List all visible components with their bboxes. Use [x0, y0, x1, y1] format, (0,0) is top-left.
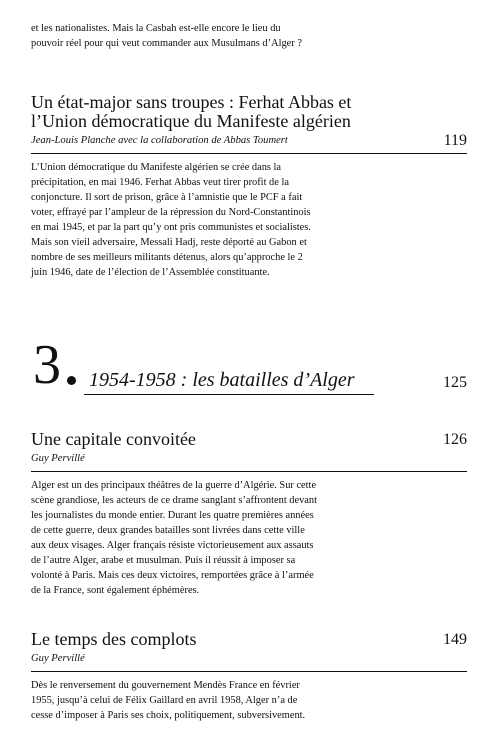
entry-rule	[31, 153, 467, 154]
toc-entry-capitale	[31, 430, 467, 598]
entry-author: Jean-Louis Planche avec la collaboration de Abbas Toumert	[31, 135, 288, 146]
chapter-dot-icon	[67, 376, 76, 385]
entry-author: Guy Pervillé	[31, 653, 85, 664]
toc-entry-ferhat-abbas	[31, 93, 467, 280]
chapter-heading	[31, 334, 467, 397]
entry-abstract: L’Union démocratique du Manifeste algérien se crée dans la précipitation, en mai 1946. Ferhat Abbas veut tirer profit de la conjoncture. Il sort de prison, grâce à l’amnistie que le PCF a fait voter, effrayé par l’ampleur de la répression du Nord-Constantinois en mai 1945, et par la part qu’y ont pris communistes et socialistes. Mais son vieil adversaire, Messali Hadj, reste déporté au Gabon et nombre de ses meilleurs militants détenus, alors qu’approche le 2 juin 1946, date de l’élection de l’Assemblée constituante.	[31, 162, 311, 278]
entry-abstract: Dès le renversement du gouvernement Mendès France en février 1955, jusqu’à celui de Félix Gaillard en avril 1958, Alger n’a de cesse d’imposer à Paris ses choix, politiquement, subversivement.	[31, 680, 306, 721]
chapter-rule	[84, 394, 374, 395]
entry-page-number: 149	[443, 631, 467, 648]
chapter-title: 1954-1958 : les batailles d’Alger	[89, 369, 355, 391]
entry-author: Guy Pervillé	[31, 453, 85, 464]
entry-page-number: 119	[443, 132, 467, 149]
table-of-contents-page	[31, 0, 467, 753]
chapter-number: 3	[33, 334, 61, 396]
entry-title: Un état-major sans troupes : Ferhat Abbas et l’Union démocratique du Manifeste algérien	[31, 92, 352, 131]
entry-rule	[31, 671, 467, 672]
toc-entry-complots	[31, 630, 467, 723]
intro-text: et les nationalistes. Mais la Casbah est-elle encore le lieu du pouvoir réel pour qui veut commander aux Musulmans d’Alger ?	[31, 23, 302, 49]
entry-title: Le temps des complots	[31, 629, 197, 649]
entry-page-number: 126	[443, 431, 467, 448]
entry-abstract: Alger est un des principaux théâtres de la guerre d’Algérie. Sur cette scène grandiose, les acteurs de ce drame sanglant s’affrontent devant les journalistes du monde entier. Durant les quatre premières années de cette guerre, deux grandes batailles sont livrées dans cette ville aux deux visages. Alger français résiste victorieusement aux assauts de l’autre Alger, arabe et musulman. Puis il réussit à imposer sa volonté à Paris. Mais ces deux victoires, remportées grâce à l’armée de la France, sont également éphémères.	[31, 480, 318, 596]
entry-rule	[31, 471, 467, 472]
entry-title: Une capitale convoitée	[31, 429, 196, 449]
chapter-page-number: 125	[443, 374, 467, 391]
